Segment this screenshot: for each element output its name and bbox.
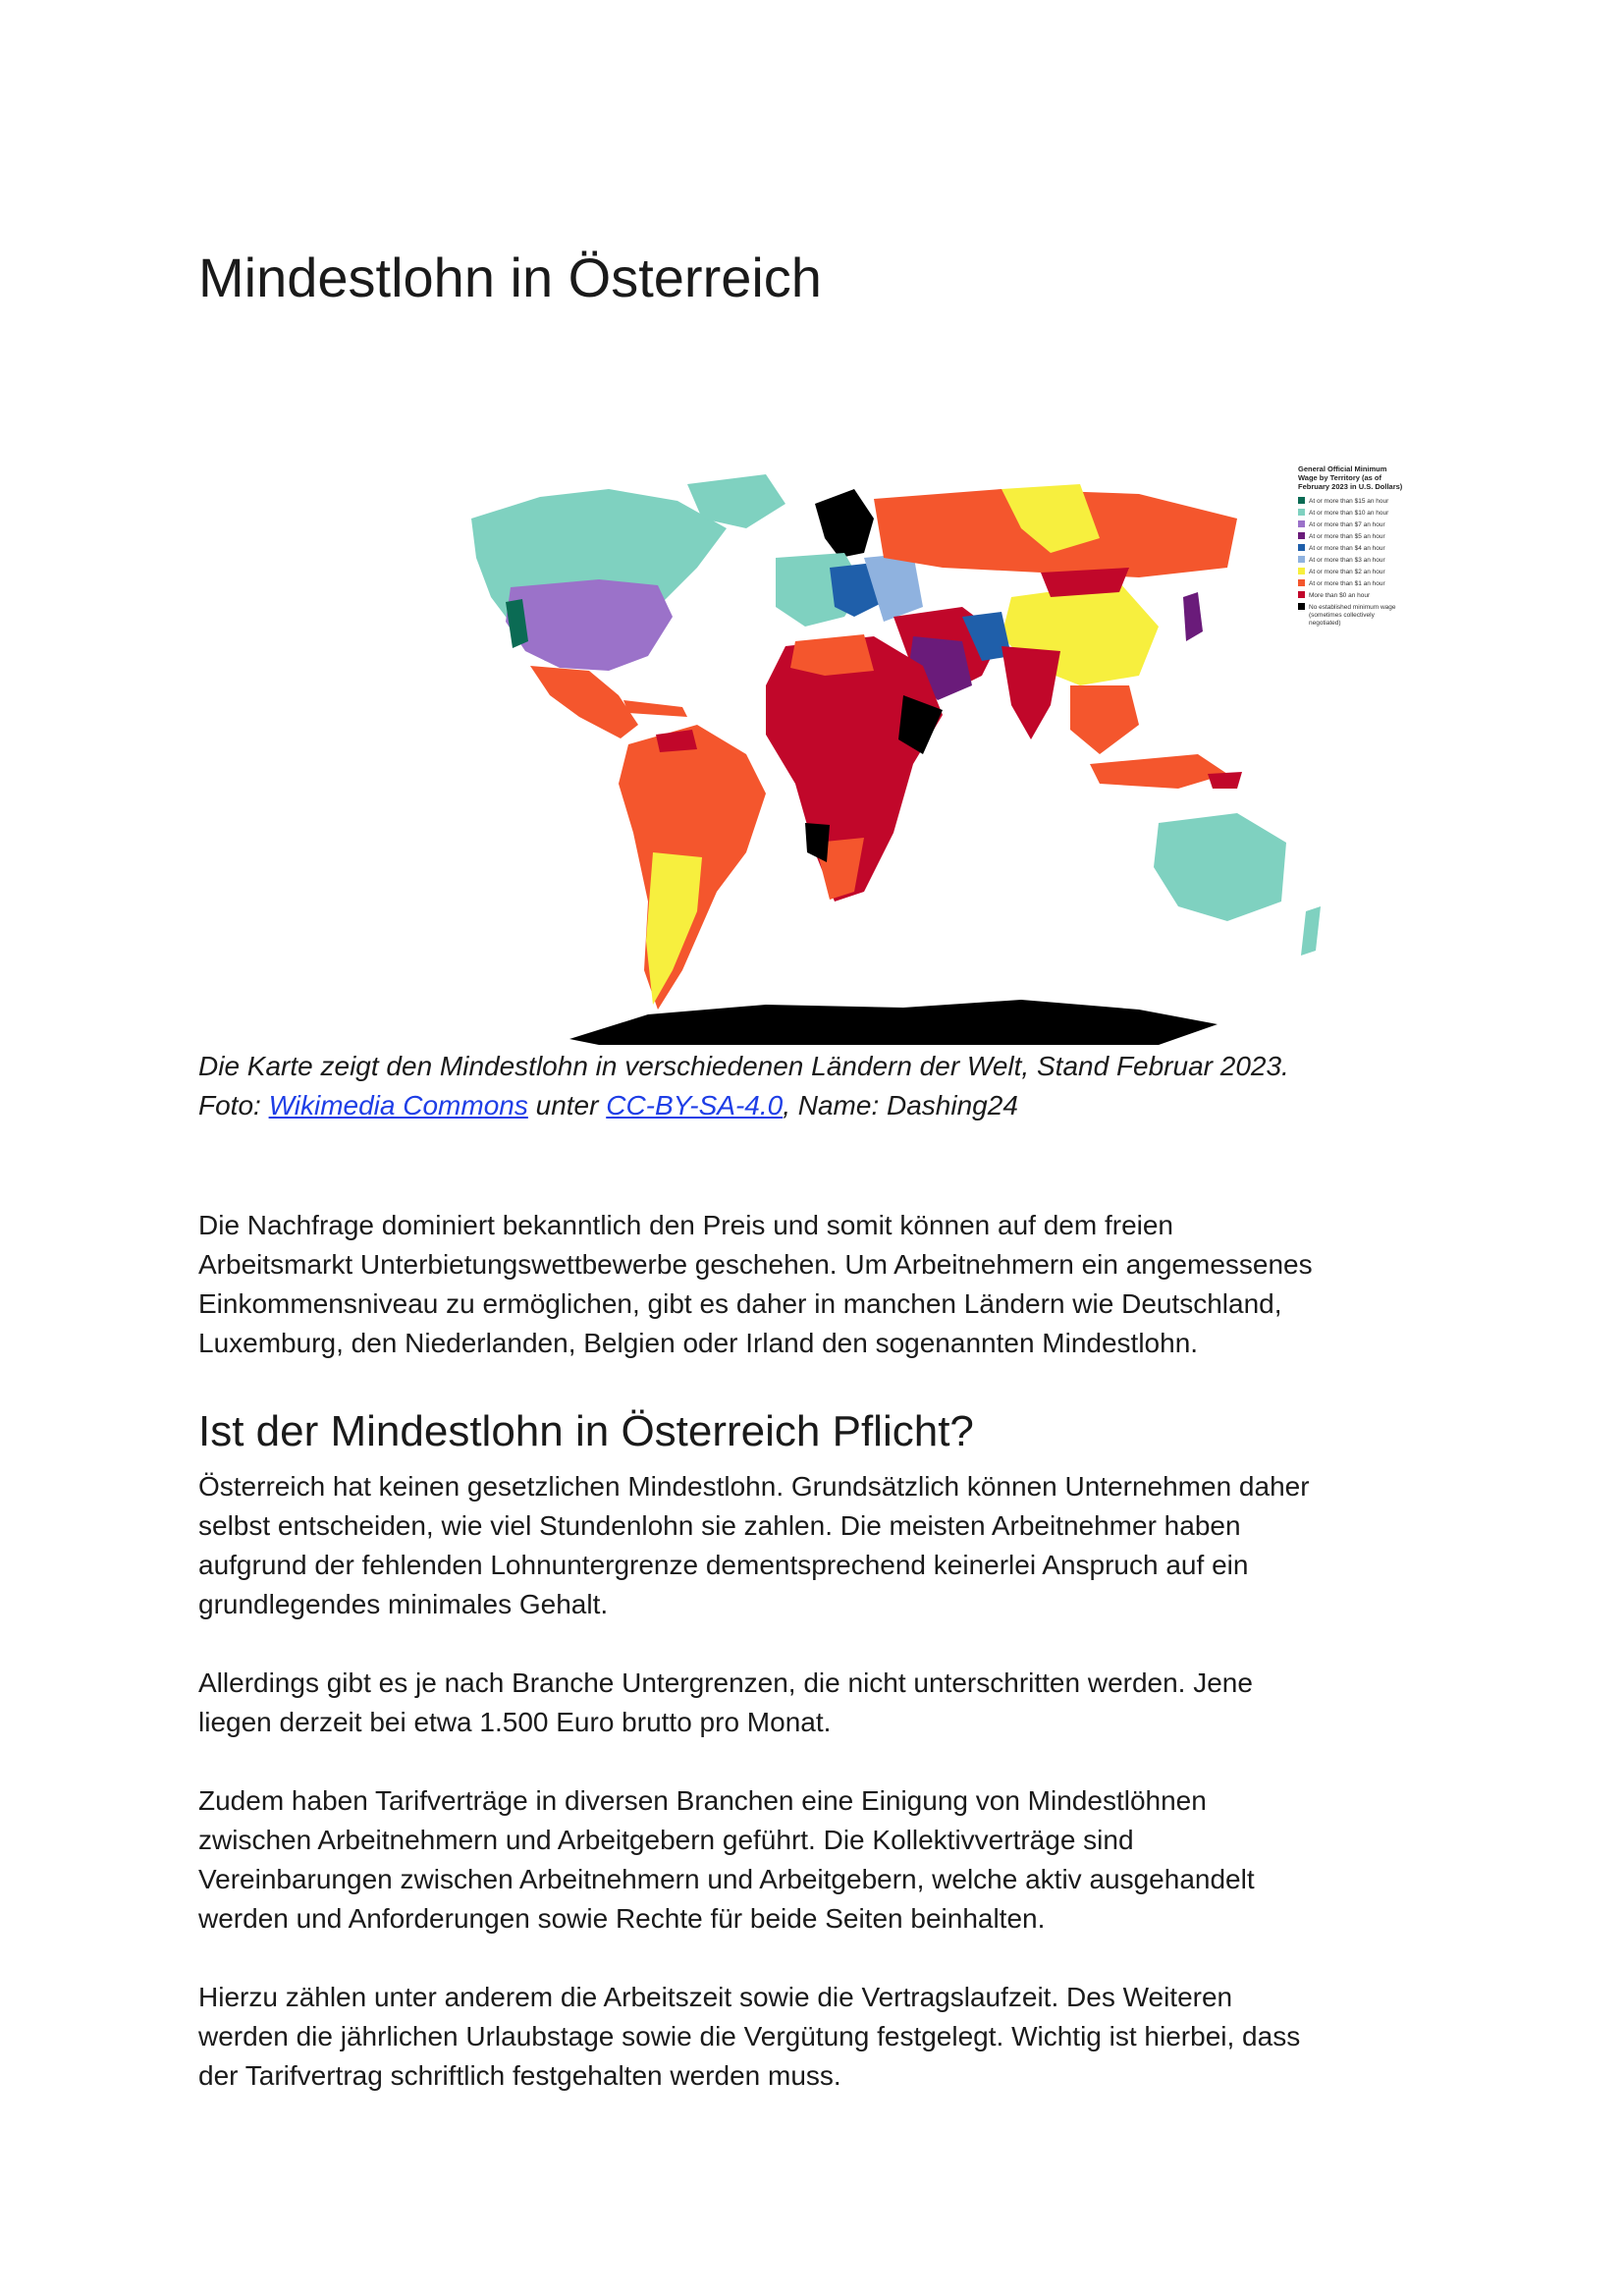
legend-title-line-1: General Official Minimum <box>1298 465 1387 473</box>
antarctica-shape <box>569 1000 1218 1045</box>
australia-shape <box>1154 813 1286 921</box>
legend-label-3: At or more than $3 an hour <box>1309 557 1385 564</box>
paragraph-line: grundlegendes minimales Gehalt. <box>198 1589 609 1619</box>
paragraph-line: liegen derzeit bei etwa 1.500 Euro brutto pro Monat. <box>198 1707 832 1737</box>
legend-label-5: At or more than $5 an hour <box>1309 533 1385 540</box>
paragraph-line: aufgrund der fehlenden Lohnuntergrenze dementsprechend keinerlei Anspruch auf ein <box>198 1550 1249 1580</box>
legend-title-line-2: Wage by Territory (as of <box>1298 473 1382 482</box>
map-legend <box>1298 465 1403 627</box>
paragraph-line: werden die jährlichen Urlaubstage sowie die Vergütung festgelegt. Wichtig ist hierbei, dass <box>198 2021 1301 2051</box>
legend-swatch-0 <box>1298 591 1305 598</box>
paragraph-line: Zudem haben Tarifverträge in diversen Branchen eine Einigung von Mindestlöhnen <box>198 1785 1207 1816</box>
paragraph-line: selbst entscheiden, wie viel Stundenlohn sie zahlen. Die meisten Arbeitnehmer haben <box>198 1510 1241 1541</box>
paragraph-line: werden und Anforderungen sowie Rechte für beide Seiten beinhalten. <box>198 1903 1046 1934</box>
legend-label-2: At or more than $2 an hour <box>1309 569 1385 575</box>
legend-label-0: More than $0 an hour <box>1309 592 1371 599</box>
legend-label-none-line-1: No established minimum wage <box>1309 604 1396 611</box>
caption-text: Die Karte zeigt den Mindestlohn in verschiedenen Ländern der Welt, Stand Februar 2023. <box>198 1051 1289 1081</box>
legend-swatch-none <box>1298 603 1305 610</box>
legend-swatch-7 <box>1298 520 1305 527</box>
caribbean-shape <box>623 700 687 717</box>
legend-swatch-1 <box>1298 579 1305 586</box>
intro-line: Luxemburg, den Niederlanden, Belgien oder Irland den sogenannten Mindestlohn. <box>198 1328 1199 1358</box>
paragraph-1 <box>198 1467 1475 1624</box>
intro-line: Arbeitsmarkt Unterbietungswettbewerbe geschehen. Um Arbeitnehmern ein angemessenes <box>198 1249 1313 1280</box>
legend-label-none-line-3: negotiated) <box>1309 620 1341 627</box>
legend-swatch-10 <box>1298 509 1305 516</box>
legend-swatch-3 <box>1298 556 1305 563</box>
section-heading: Ist der Mindestlohn in Österreich Pflicht? <box>198 1407 974 1455</box>
new-zealand-shape <box>1301 906 1321 956</box>
legend-label-10: At or more than $10 an hour <box>1309 510 1389 517</box>
legend-label-15: At or more than $15 an hour <box>1309 498 1389 505</box>
wikimedia-commons-link[interactable]: Wikimedia Commons <box>268 1090 528 1121</box>
scandinavia-shape <box>815 489 874 558</box>
paragraph-line: Hierzu zählen unter anderem die Arbeitszeit sowie die Vertragslaufzeit. Des Weiteren <box>198 1982 1233 2012</box>
legend-label-7: At or more than $7 an hour <box>1309 521 1385 528</box>
paragraph-line: zwischen Arbeitnehmern und Arbeitgebern geführt. Die Kollektivverträge sind <box>198 1825 1134 1855</box>
world-minimum-wage-map <box>452 460 1434 1045</box>
japan-shape <box>1183 592 1203 641</box>
mexico-shape <box>530 666 638 738</box>
usa-shape <box>506 579 673 671</box>
paragraph-4 <box>198 1978 1475 2096</box>
legend-swatch-2 <box>1298 568 1305 574</box>
namibia-shape <box>805 823 830 862</box>
legend-swatch-5 <box>1298 532 1305 539</box>
legend-label-none-line-2: (sometimes collectively <box>1309 612 1375 619</box>
intro-line: Einkommensniveau zu ermöglichen, gibt es daher in manchen Ländern wie Deutschland, <box>198 1288 1282 1319</box>
legend-title-line-3: February 2023 in U.S. Dollars) <box>1298 482 1403 491</box>
caption-credit-prefix: Foto: <box>198 1090 269 1121</box>
legend-swatch-4 <box>1298 544 1305 551</box>
caption-credit-suffix: , Name: Dashing24 <box>783 1090 1018 1121</box>
paragraph-line: Allerdings gibt es je nach Branche Untergrenzen, die nicht unterschritten werden. Jene <box>198 1667 1253 1698</box>
figure-caption <box>198 1047 1465 1125</box>
intro-paragraph <box>198 1206 1475 1363</box>
paragraph-3 <box>198 1781 1475 1939</box>
legend-swatch-15 <box>1298 497 1305 504</box>
legend-label-4: At or more than $4 an hour <box>1309 545 1385 552</box>
se-asia-shape <box>1070 685 1139 754</box>
intro-line: Die Nachfrage dominiert bekanntlich den Preis und somit können auf dem freien <box>198 1210 1174 1240</box>
paragraph-line: der Tarifvertrag schriftlich festgehalten werden muss. <box>198 2060 841 2091</box>
license-link[interactable]: CC-BY-SA-4.0 <box>606 1090 784 1121</box>
png-shape <box>1208 772 1242 789</box>
paragraph-2 <box>198 1664 1475 1742</box>
paragraph-line: Österreich hat keinen gesetzlichen Mindestlohn. Grundsätzlich können Unternehmen daher <box>198 1471 1310 1502</box>
north-africa-shape <box>790 634 874 676</box>
page-title: Mindestlohn in Österreich <box>198 246 822 308</box>
caption-between-links: unter <box>527 1090 607 1121</box>
legend-label-1: At or more than $1 an hour <box>1309 580 1385 587</box>
venezuela-shape <box>656 730 697 752</box>
india-shape <box>1001 646 1060 739</box>
indonesia-shape <box>1090 754 1227 789</box>
paragraph-line: Vereinbarungen zwischen Arbeitnehmern und Arbeitgebern, welche aktiv ausgehandelt <box>198 1864 1255 1894</box>
